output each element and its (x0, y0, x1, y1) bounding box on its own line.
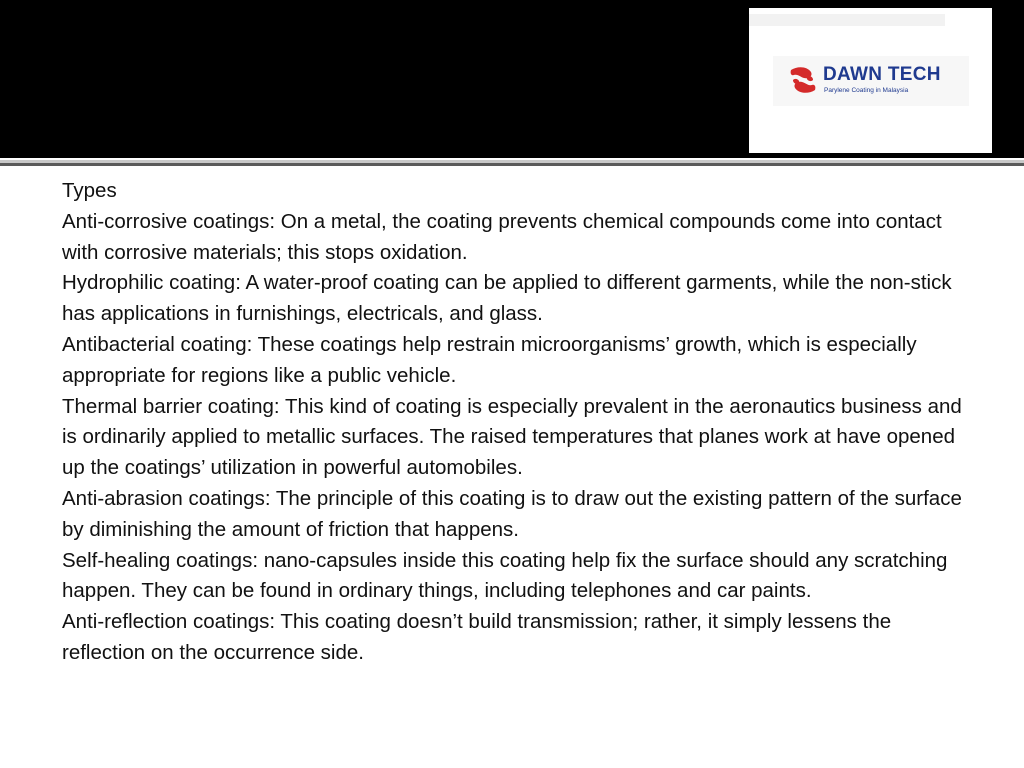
paragraph-antibacterial: Antibacterial coating: These coatings help restrain microorganisms’ growth, which is especially appropriate for regions like a public vehicle. (62, 332, 917, 387)
section-heading: Types (62, 179, 117, 202)
body-text (62, 176, 962, 669)
company-logo (773, 56, 969, 106)
paragraph-anti-corrosive: Anti-corrosive coatings: On a metal, the coating prevents chemical compounds come into contact with corrosive materials; this stops oxidation. (62, 209, 942, 264)
logo-box (749, 8, 992, 153)
paragraph-thermal-barrier: Thermal barrier coating: This kind of coating is especially prevalent in the aeronautics business and is ordinarily applied to metallic surfaces. The raised temperatures that planes work at have opened up the coatings’ utilization in powerful automobiles. (62, 394, 962, 480)
logo-tagline: Parylene Coating in Malaysia (824, 87, 909, 94)
paragraph-anti-abrasion: Anti-abrasion coatings: The principle of this coating is to draw out the existing pattern of the surface by diminishing the amount of friction that happens. (62, 486, 962, 541)
paragraph-hydrophilic: Hydrophilic coating: A water-proof coating can be applied to different garments, while the non-stick has applications in furnishings, electricals, and glass. (62, 271, 952, 326)
paragraph-self-healing: Self-healing coatings: nano-capsules inside this coating help fix the surface should any scratching happen. They can be found in ordinary things, including telephones and car paints. (62, 548, 948, 603)
logo-name: DAWN TECH (823, 64, 941, 85)
divider-dark (0, 163, 1024, 166)
paragraph-anti-reflection: Anti-reflection coatings: This coating doesn’t build transmission; rather, it simply lessens the reflection on the occurrence side. (62, 610, 892, 664)
logo-strip (749, 14, 945, 26)
dawn-tech-logo-icon (787, 64, 819, 96)
